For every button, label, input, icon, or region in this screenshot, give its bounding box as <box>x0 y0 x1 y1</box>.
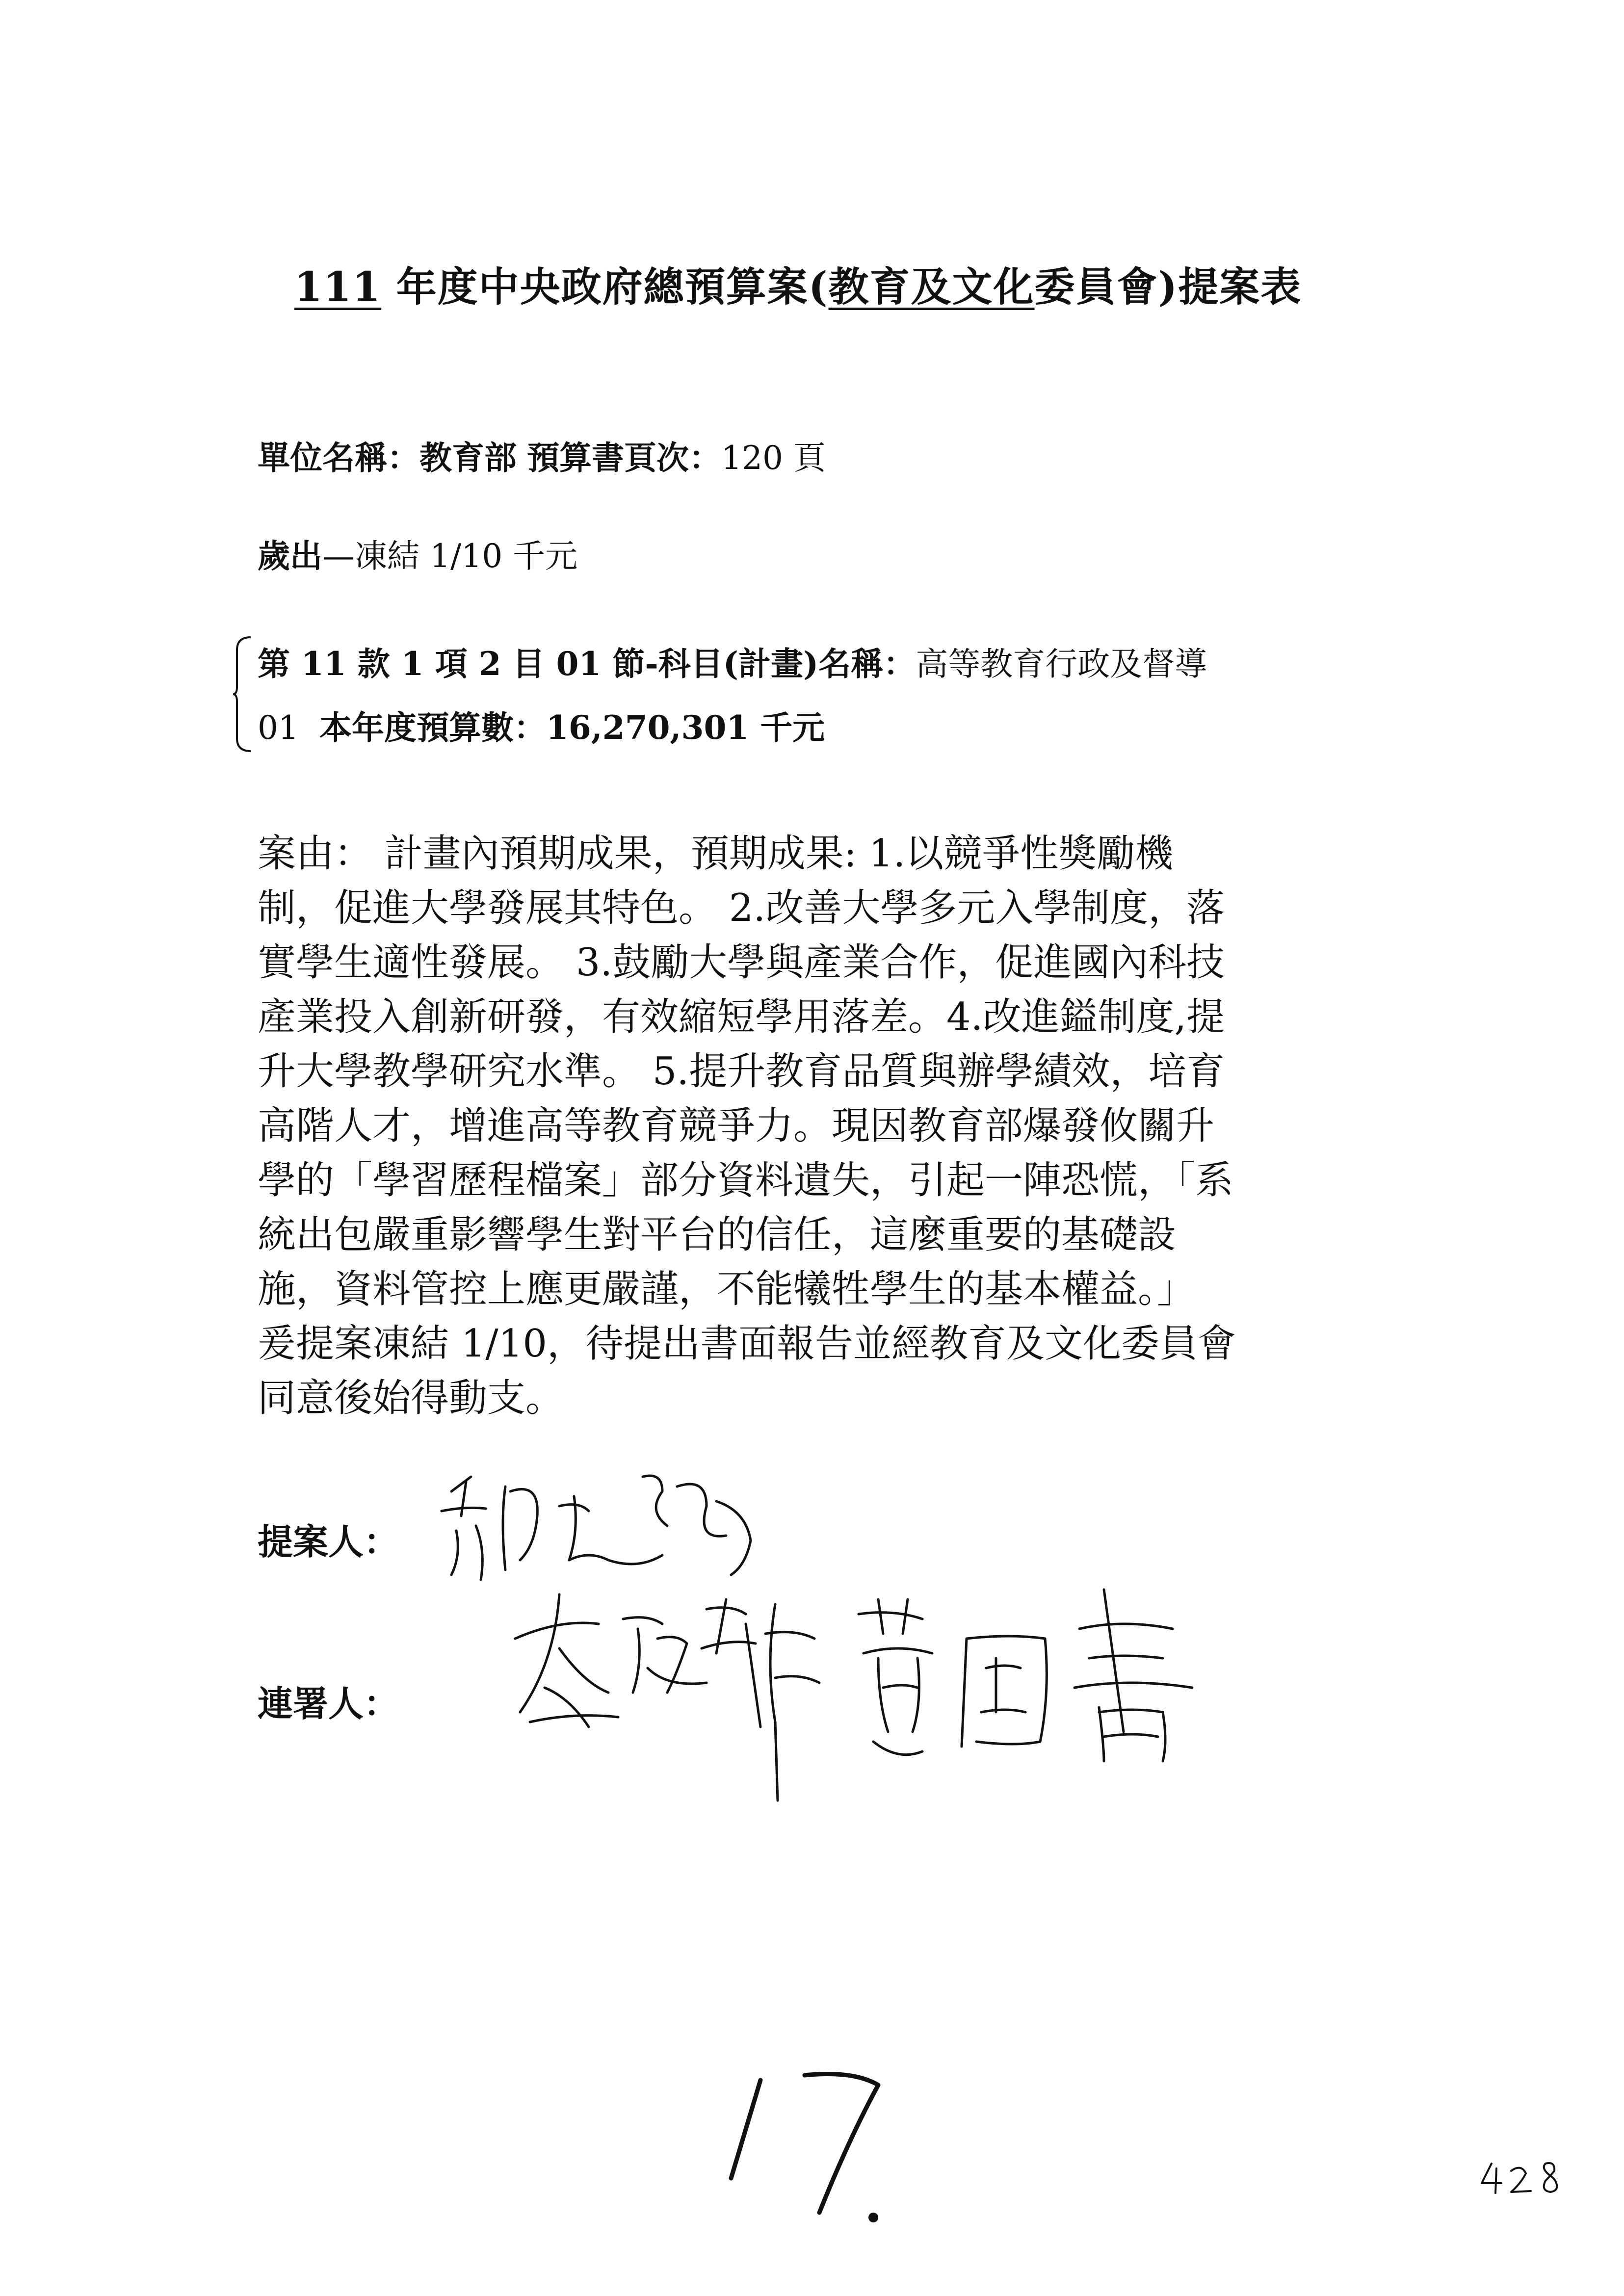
reason-line: 統出包嚴重影響學生對平台的信任，這麼重要的基礎設 <box>258 1213 1177 1257</box>
reason-line: 實學生適性發展。 3.鼓勵大學與產業合作，促進國內科技 <box>258 940 1225 985</box>
bracket-mark <box>233 635 253 753</box>
reason-line: 產業投入創新研發，有效縮短學用落差。4.改進鎰制度,提 <box>258 995 1225 1039</box>
proposer-label: 提案人： <box>258 1521 399 1563</box>
page-label: 預算書頁次： <box>526 439 721 477</box>
title-committee: 教育及文化 <box>828 263 1035 311</box>
cosigner-signature-2 <box>849 1585 1222 1771</box>
item-prefix: 01 <box>258 709 299 747</box>
title-year: 111 <box>294 263 382 311</box>
title-part2: 委員會)提案表 <box>1034 263 1302 311</box>
reason-line: 爰提案凍結 1/10，待提出書面報告並經教育及文化委員會 <box>258 1322 1236 1366</box>
reason-line: 制，促進大學發展其特色。 2.改善大學多元入學制度，落 <box>258 886 1225 930</box>
item-line-1 <box>258 638 1207 684</box>
budget-amount: 本年度預算數：16,270,301 千元 <box>319 708 825 747</box>
item-name: 高等教育行政及督導 <box>916 645 1207 683</box>
expense-label: 歲出 <box>258 537 322 575</box>
unit-line <box>258 432 826 478</box>
reason-line: 案由： 計畫內預期成果，預期成果: 1.以競爭性獎勵機 <box>258 832 1174 876</box>
unit-label: 單位名稱：教育部 <box>258 439 517 477</box>
cosigner-label: 連署人： <box>258 1683 399 1724</box>
reason-line: 升大學教學研究水準。 5.提升教育品質與辦學績效，培育 <box>258 1049 1225 1094</box>
item-label: 第 11 款 1 項 2 目 01 節-科目(計畫)名稱： <box>258 645 916 683</box>
reason-line: 學的「學習歷程檔案」部分資料遺失，引起一陣恐慌，「系 <box>258 1158 1234 1202</box>
proposal-reason <box>258 827 1386 1426</box>
reason-line: 同意後始得動支。 <box>258 1376 564 1420</box>
reason-line: 高階人才，增進高等教育競爭力。現因教育部爆發攸關升 <box>258 1104 1215 1148</box>
item-line-2 <box>258 702 825 748</box>
document-title <box>294 255 1302 313</box>
page-number <box>1477 2154 1565 2198</box>
expense-line <box>258 530 577 576</box>
page-value: 120 頁 <box>721 439 826 477</box>
title-part1: 年度中央政府總預算案( <box>381 263 829 311</box>
reason-line: 施，資料管控上應更嚴謹，不能犧牲學生的基本權益。」 <box>258 1267 1196 1311</box>
cosigner-signature-1 <box>500 1565 834 1810</box>
expense-value: —凍結 1/10 千元 <box>322 537 578 575</box>
handwritten-number <box>711 2051 937 2247</box>
